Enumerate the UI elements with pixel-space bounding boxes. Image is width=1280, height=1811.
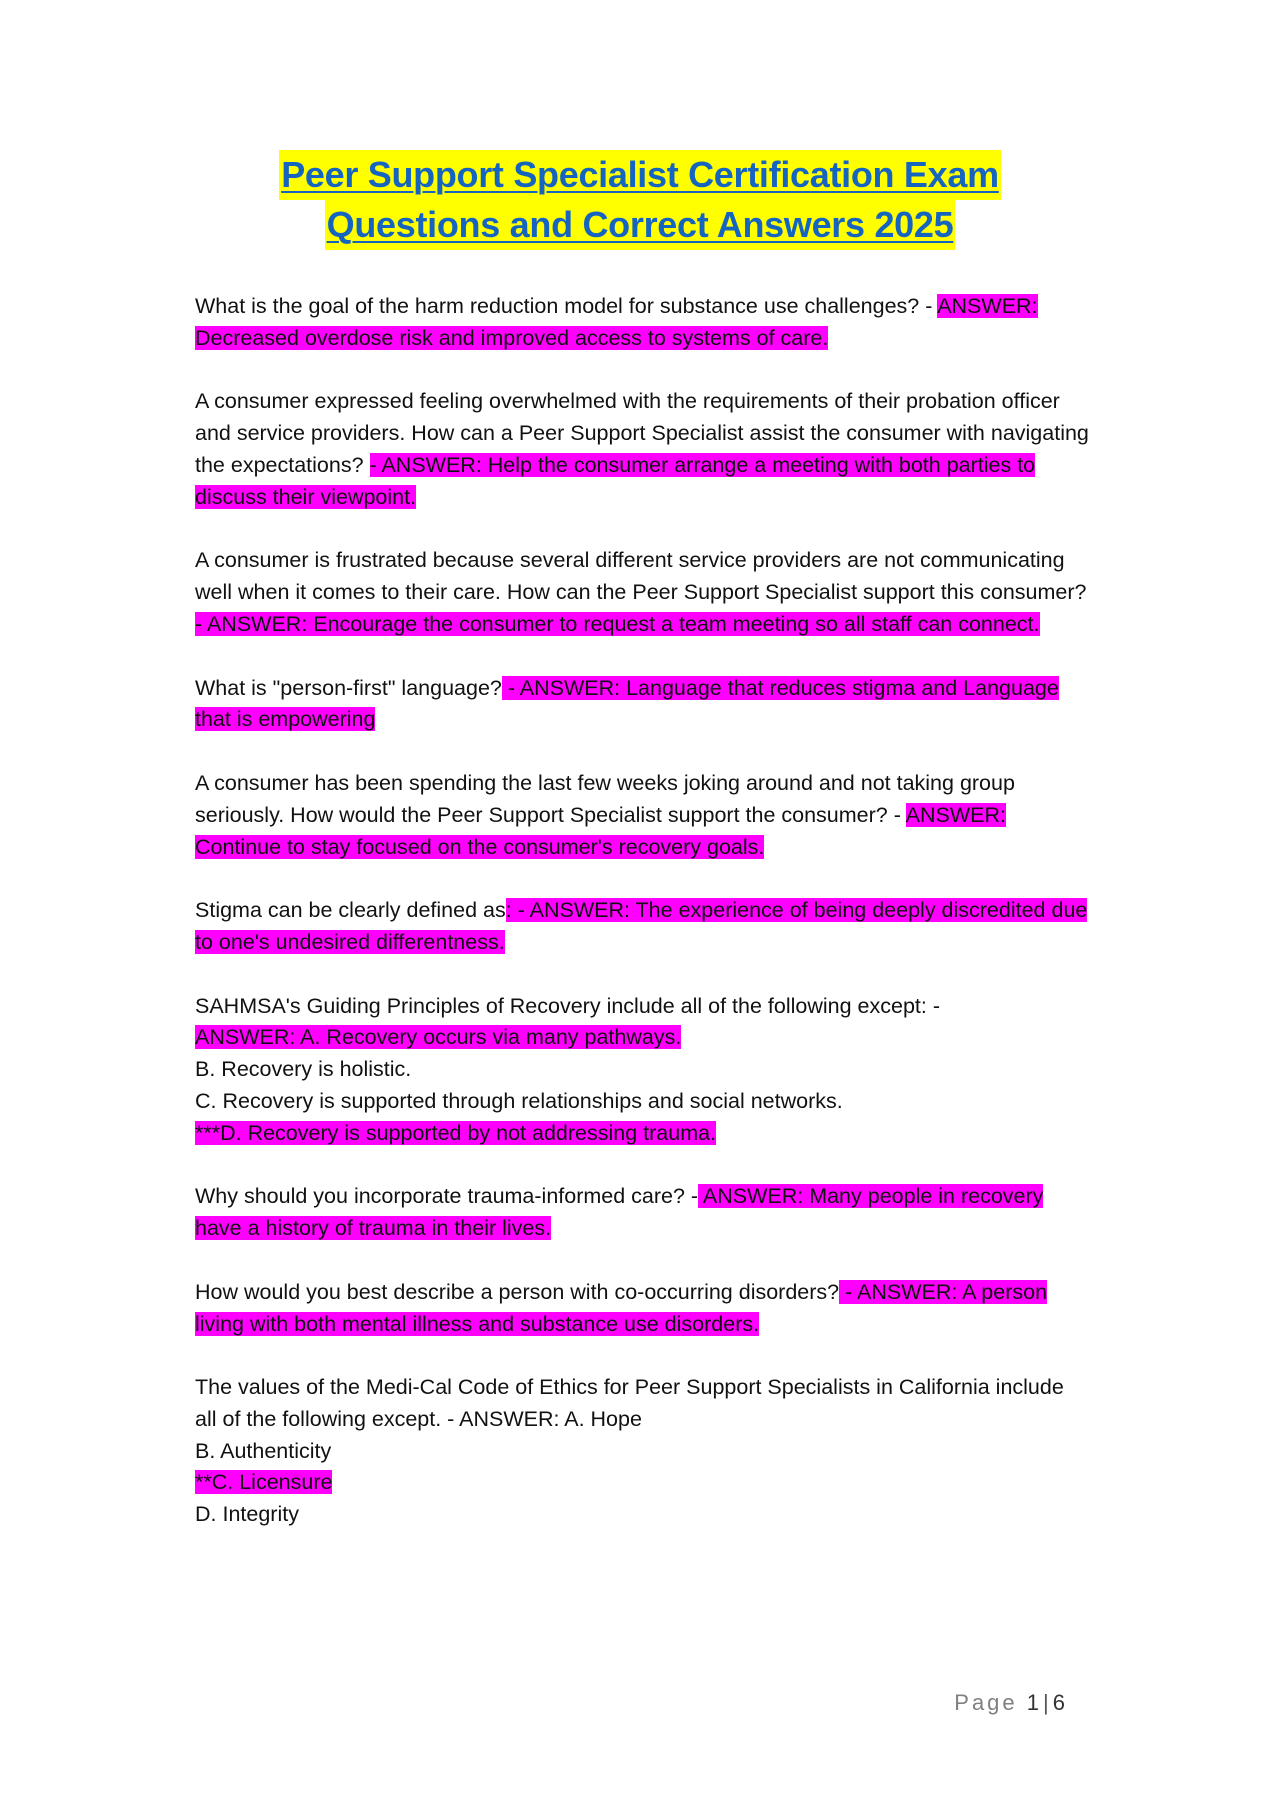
qa-item-co-occurring xyxy=(195,1277,1090,1341)
question-text: What is "person-first" language? xyxy=(195,675,502,700)
question-text: SAHMSA's Guiding Principles of Recovery include all of the following except: - xyxy=(195,993,941,1018)
question-text: Stigma can be clearly defined as xyxy=(195,898,506,923)
question-text: What is the goal of the harm reduction model for substance use challenges? - xyxy=(195,294,933,318)
question-text: A consumer expressed feeling overwhelmed with the requirements of their probation officer and service providers. How can a Peer Support Specialist assist the consumer with navigating the expectations? xyxy=(195,389,1089,477)
title-line-2: Questions and Correct Answers 2025 xyxy=(325,200,956,250)
answer-option-a: ANSWER: A. Recovery occurs via many pathways. xyxy=(195,1025,682,1050)
qa-item-5 xyxy=(195,768,1090,863)
answer-text: - ANSWER: Encourage the consumer to request a team meeting so all staff can connect. xyxy=(195,611,1040,636)
answer-text: ANSWER: Continue to stay focused on the consumer's recovery goals. xyxy=(195,802,1007,859)
page-separator: | xyxy=(1043,1690,1049,1715)
answer-text: - ANSWER: Language that reduces stigma and Language that is empowering xyxy=(195,675,1059,732)
qa-item-4 xyxy=(195,673,1090,737)
answer-text: : - ANSWER: The experience of being deeply discredited due to one's undesired differentness. xyxy=(195,898,1088,954)
total-pages: 6 xyxy=(1052,1690,1065,1715)
qa-item-medical xyxy=(195,1372,1090,1531)
title-line-1: Peer Support Specialist Certification Exam xyxy=(279,150,1001,200)
option-d-correct: ***D. Recovery is supported by not addressing trauma. xyxy=(195,1120,717,1145)
page-label: Page xyxy=(954,1690,1018,1715)
current-page: 1 xyxy=(1026,1690,1040,1715)
question-text: A consumer has been spending the last few weeks joking around and not taking group seriously. How would the Peer Support Specialist support the consumer? - xyxy=(195,770,1015,827)
qa-item-2 xyxy=(195,386,1090,513)
qa-item-trauma xyxy=(195,1181,1090,1245)
answer-text: ANSWER: Decreased overdose risk and improved access to systems of care. xyxy=(195,294,1038,350)
option-b: B. Recovery is holistic. xyxy=(195,1057,412,1082)
qa-item-6 xyxy=(195,895,1090,959)
answer-text: ANSWER: Many people in recovery have a history of trauma in their lives. xyxy=(195,1184,1044,1241)
option-b: B. Authenticity xyxy=(195,1438,332,1463)
question-text: The values of the Medi-Cal Code of Ethics for Peer Support Specialists in California include all of the following except. - ANSWER: A. Hope xyxy=(195,1375,1064,1431)
option-c: C. Recovery is supported through relationships and social networks. xyxy=(195,1088,843,1113)
page-number-footer xyxy=(954,1690,1065,1716)
answer-text: - ANSWER: A person living with both mental illness and substance use disorders. xyxy=(195,1279,1048,1336)
document-title xyxy=(0,150,1280,250)
document-body xyxy=(195,291,1090,1563)
qa-item-1 xyxy=(195,291,1090,355)
question-text: A consumer is frustrated because several different service providers are not communicating well when it comes to their care. How can the Peer Support Specialist support this consumer? xyxy=(195,548,1087,605)
question-text: Why should you incorporate trauma-informed care? - xyxy=(195,1184,699,1209)
answer-text: - ANSWER: Help the consumer arrange a meeting with both parties to discuss their viewpoint. xyxy=(195,452,1036,509)
option-c-correct: **C. Licensure xyxy=(195,1470,333,1495)
qa-item-3 xyxy=(195,545,1090,640)
qa-item-sahmsa xyxy=(195,991,1090,1150)
question-text: How would you best describe a person with co-occurring disorders? xyxy=(195,1279,840,1304)
option-d: D. Integrity xyxy=(195,1502,299,1527)
